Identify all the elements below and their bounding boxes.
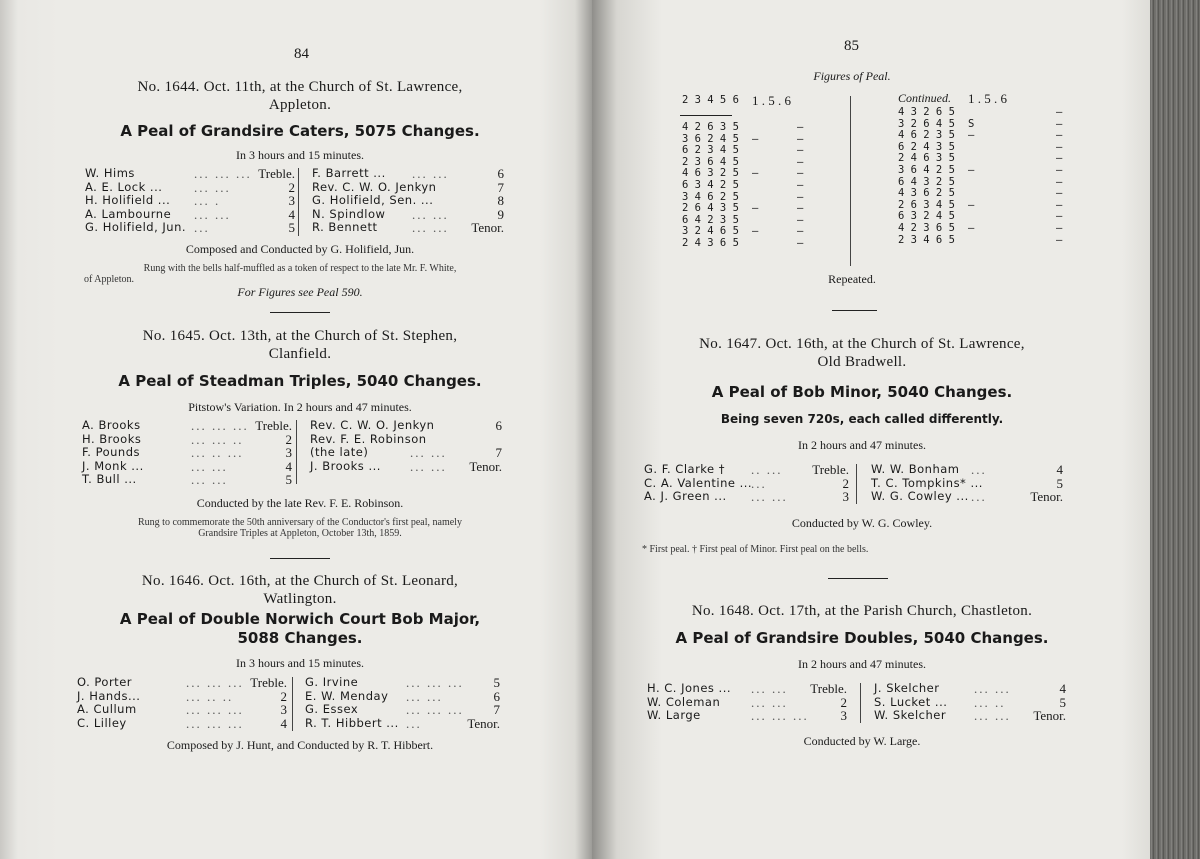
ringer-name: O. Porter [77,675,132,689]
ringer-name: F. Barrett ... [312,166,386,180]
ringers-right [874,682,1066,723]
title-line-2: 5088 Changes. [237,629,363,647]
bell-number: 7 [495,445,502,460]
ringer-name: G. Holifield, Jun. [85,220,187,234]
leader-dots: ... .. [974,694,1006,710]
change-row: 6 4 3 2 5 [898,175,955,188]
call-6: — [1056,233,1063,246]
leader-dots: ... ... [751,694,788,710]
column-divider [860,683,861,723]
leader-dots: ... [194,220,210,235]
leader-dots: ... ... ... [186,715,244,731]
heading-line: No. 1645. Oct. 13th, at the Church of St. Stephen, [142,328,458,344]
leader-dots: ... ... [406,688,443,704]
leader-dots: ... ... ... [191,418,249,433]
ringer-name: G. Holifield, Sen. ... [312,193,434,207]
change-row: 4 2 6 3 5 [682,121,739,133]
peal-heading [80,572,520,608]
figures-rule [680,115,732,116]
change-row: 6 2 4 3 5 [898,140,955,153]
change-row: 3 2 4 6 5 [682,225,739,238]
ringer-row [647,682,847,696]
heading-line: No. 1647. Oct. 16th, at the Church of St. Lawrence, [699,336,1025,352]
bell-number: 5 [1059,694,1066,710]
ringer-row [305,703,500,717]
ringers-right [871,463,1063,504]
call-6: — [1056,129,1063,142]
ringer-name: Rev. C. W. O. Jenkyn [310,418,435,432]
ringer-name: G. Irvine [305,675,359,689]
leader-dots: ... ... [412,166,449,181]
change-row: 3 6 2 4 5 [682,132,739,145]
ringer-name: Rev. F. E. Robinson [310,431,427,446]
peal-duration: In 3 hours and 15 minutes. [236,656,364,670]
call-1: — [968,163,975,176]
bell-number: 7 [497,179,504,195]
ringers-right [310,419,502,473]
ringer-row [310,419,502,433]
separator-rule [270,558,330,559]
bell-number: 5 [493,675,500,690]
ringer-row [82,446,292,460]
ringer-row [312,208,504,222]
ringer-name: Rev. C. W. O. Jenkyn [312,179,437,194]
peal-conductor: Composed and Conducted by G. Holifield, Jun. [185,242,415,256]
change-row: 2 4 6 3 5 [898,152,955,165]
ringer-row [85,167,295,181]
change-row: 2 3 4 6 5 [898,233,955,246]
ringer-row [305,676,500,690]
note-line-2: of Appleton. [84,274,134,285]
ringer-row [310,446,502,460]
call-1: — [968,129,975,142]
ringer-name: G. Essex [305,702,359,716]
call-5: — [797,167,804,180]
leader-dots: ... ... ... [751,708,809,723]
ringer-name: A. Brooks [82,418,141,432]
bell-number: 2 [288,179,295,195]
peal-heading: No. 1648. Oct. 17th, at the Parish Church, Chastleton. [691,603,1033,619]
ringer-row [82,433,292,447]
change-row: 4 3 2 6 5 [898,106,955,118]
ringer-row [874,682,1066,696]
ringers-right [312,167,504,235]
bell-number: 4 [280,715,287,731]
ringer-row [644,463,849,477]
call-1: — [968,221,975,234]
peal-subtitle: Being seven 720s, each called differently. [720,412,1004,426]
call-1: S [968,117,975,130]
peal-conductor: Conducted by the late Rev. F. E. Robinson. [196,496,404,510]
bell-number: 4 [285,458,292,474]
ringer-row [312,181,504,195]
call-5: — [797,202,804,215]
ringer-row [644,477,849,491]
leader-dots: ... [406,715,422,731]
ringer-row [77,676,287,690]
figures-header-calls: 1 . 5 . 6 [968,91,1007,106]
ringer-row [647,709,847,723]
leader-dots: ... . [194,193,221,208]
call-1: — [752,132,759,145]
bell-number: 6 [497,166,504,181]
heading-line-2: Appleton. [268,97,332,113]
change-row: 6 4 2 3 5 [682,213,739,226]
repeated-label: Repeated. [828,272,876,286]
ringer-name: (the late) [310,445,369,459]
ringer-row [871,477,1063,491]
leader-dots: ... ... [410,458,447,474]
ringer-row [82,460,292,474]
ringers-right [305,676,500,730]
figures-title: Figures of Peal. [813,69,891,83]
ringers-left [644,463,849,504]
column-divider [296,420,297,484]
leader-dots: ... ... ... [406,675,464,690]
peal-note [80,517,520,539]
ringer-name: F. Pounds [82,445,141,459]
ringer-name: A. Lambourne [85,206,172,221]
ringer-name: W. Large [647,708,701,722]
call-6: — [1056,106,1063,118]
bell-number: Tenor. [469,458,502,474]
call-1: — [752,225,759,238]
ringer-name: H. Holifield ... [85,193,171,207]
change-row: 4 2 3 6 5 [898,221,955,234]
bell-number: 2 [840,694,847,710]
call-5: — [797,144,804,157]
ringer-name: A. Cullum [77,702,137,716]
call-5: — [797,121,804,133]
ringer-row [312,167,504,181]
ringers-left [77,676,287,730]
ringer-name: N. Spindlow [312,206,386,221]
call-6: — [1056,140,1063,153]
peal-note [84,263,516,285]
ringer-name: H. C. Jones ... [647,681,732,695]
change-row: 2 3 6 4 5 [682,155,739,168]
figures-divider [850,96,851,266]
leader-dots: ... [971,462,987,477]
ringer-row [874,709,1066,723]
bell-number: 6 [495,418,502,433]
ringer-name: S. Lucket ... [874,694,948,709]
leader-dots: ... [971,489,987,504]
bell-number: Tenor. [1030,489,1063,504]
ringers-left [85,167,295,235]
bell-number: Treble. [255,418,292,433]
peal-title: A Peal of Grandsire Caters, 5075 Changes. [120,122,480,140]
call-1: — [752,167,759,180]
change-row: 6 3 2 4 5 [898,210,955,223]
peal-duration: In 3 hours and 15 minutes. [236,148,364,162]
peal-title: A Peal of Bob Minor, 5040 Changes. [711,383,1013,401]
ringer-row [871,490,1063,504]
figures-header-calls: 1 . 5 . 6 [752,93,791,108]
bell-number: 5 [1056,475,1063,491]
change-row: 6 3 4 2 5 [682,178,739,191]
change-row: 2 6 3 4 5 [898,198,955,211]
change-row: 4 3 6 2 5 [898,187,955,200]
change-row: 4 6 2 3 5 [898,129,955,142]
leader-dots: ... [751,475,767,491]
bell-number: 2 [285,431,292,447]
call-1: — [752,202,759,215]
column-divider [298,168,299,236]
leader-dots: ... ... [751,681,788,696]
peal-title: A Peal of Grandsire Doubles, 5040 Changes. [675,629,1049,647]
ringer-name: W. Coleman [647,694,721,709]
leader-dots: ... ... [194,206,231,222]
note-line: Rung to commemorate the 50th anniversary of the Conductor's first peal, namely [138,517,462,528]
column-divider [292,677,293,731]
ringer-name: W. Skelcher [874,708,947,722]
ringer-row [82,419,292,433]
ringer-row [85,181,295,195]
call-5: — [797,213,804,226]
ringer-name: J. Monk ... [82,458,144,473]
bell-number: 4 [1059,681,1066,696]
left-page [0,0,592,859]
call-6: — [1056,117,1063,130]
ringer-row [77,717,287,731]
ringer-name: H. Brooks [82,431,142,446]
bell-number: 3 [280,702,287,717]
heading-line-2: Clanfield. [268,346,332,362]
bell-number: 5 [285,472,292,487]
peal-title: A Peal of Steadman Triples, 5040 Changes. [118,372,482,390]
ringer-name: R. T. Hibbert ... [305,715,399,730]
peal-heading [80,327,520,363]
change-row: 2 6 4 3 5 [682,202,739,215]
ringer-row [647,696,847,710]
bell-number: 7 [493,702,500,717]
peal-duration: Pitstow's Variation. In 2 hours and 47 minutes. [188,400,412,414]
bell-number: 3 [285,445,292,460]
ringer-row [77,690,287,704]
ringer-name: G. F. Clarke † [644,462,726,476]
bell-number: 5 [288,220,295,235]
leader-dots: ... ... ... [186,675,244,690]
ringer-name: E. W. Menday [305,688,389,703]
heading-line: No. 1644. Oct. 11th, at the Church of St. Lawrence, [137,79,463,95]
ringer-row [85,208,295,222]
leader-dots: ... ... ... [406,702,464,717]
right-page [592,0,1172,859]
figures-reference: For Figures see Peal 590. [237,285,363,299]
book-edge [1150,0,1200,859]
bell-number: 3 [288,193,295,208]
column-divider [856,464,857,504]
leader-dots: ... ... [410,445,447,460]
bell-number: Tenor. [471,220,504,235]
separator-rule [832,310,877,311]
ringer-row [85,194,295,208]
change-row: 4 6 3 2 5 [682,167,739,180]
note-line-2: Grandsire Triples at Appleton, October 13th, 1859. [198,528,402,539]
ringer-row [77,703,287,717]
leader-dots: ... ... [412,206,449,222]
call-1: — [968,198,975,211]
leader-dots: ... ... [412,220,449,235]
call-5: — [797,225,804,238]
bell-number: Treble. [812,462,849,477]
heading-line-2: Watlington. [263,591,337,607]
peal-footnotes: * First peal. † First peal of Minor. First peal on the bells. [642,544,869,555]
leader-dots: ... ... [974,681,1011,696]
peal-conductor: Composed by J. Hunt, and Conducted by R. T. Hibbert. [166,738,434,752]
change-row: 3 4 6 2 5 [682,190,739,203]
leader-dots: .. ... [751,462,783,477]
figures-header-rows: 2 3 4 5 6 [682,94,739,106]
heading-line: No. 1646. Oct. 16th, at the Church of St. Leonard, [141,573,459,589]
call-5: — [797,236,804,249]
ringer-row [305,717,500,731]
ringer-name: C. A. Valentine ... [644,475,753,490]
call-6: — [1056,152,1063,165]
ringer-name: J. Brooks ... [310,458,381,473]
peal-duration: In 2 hours and 47 minutes. [798,657,926,671]
bell-number: 9 [497,206,504,222]
change-row: 3 6 4 2 5 [898,163,955,176]
title-line: A Peal of Double Norwich Court Bob Major, [119,610,481,628]
leader-dots: ... ... [191,472,228,487]
leader-dots: ... ... [191,458,228,474]
call-5: — [797,155,804,168]
ringer-name: J. Hands... [77,688,141,703]
ringer-name: C. Lilley [77,715,127,730]
peal-conductor: Conducted by W. Large. [803,734,921,748]
peal-conductor: Conducted by W. G. Cowley. [791,516,933,530]
ringer-row [305,690,500,704]
bell-number: Treble. [810,681,847,696]
ringer-name: W. Hims [85,166,135,180]
ringer-row [312,194,504,208]
call-6: — [1056,175,1063,188]
ringer-row [310,433,502,447]
ringer-row [312,221,504,235]
note-line: Rung with the bells half-muffled as a token of respect to the late Mr. F. White, [143,263,457,274]
ringer-row [310,460,502,474]
leader-dots: ... ... .. [191,431,244,447]
peal-title [80,610,520,648]
separator-rule [270,312,330,313]
ringer-name: T. Bull ... [82,472,137,486]
leader-dots: ... .. .. [186,688,234,704]
leader-dots: ... ... ... [194,166,252,181]
call-6: — [1056,198,1063,211]
figures-header-continued: Continued. [898,91,951,105]
ringer-name: W. G. Cowley ... [871,489,969,503]
ringer-row [82,473,292,487]
peal-heading [80,78,520,114]
ringer-row [85,221,295,235]
bell-number: 6 [493,688,500,704]
bell-number: 2 [280,688,287,704]
call-5: — [797,178,804,191]
change-row: 3 2 6 4 5 [898,117,955,130]
separator-rule [828,578,888,579]
ringer-name: A. J. Green ... [644,489,727,503]
call-5: — [797,190,804,203]
call-5: — [797,132,804,145]
bell-number: 4 [288,206,295,222]
ringer-name: T. C. Tompkins* ... [871,475,983,490]
call-6: — [1056,210,1063,223]
call-6: — [1056,221,1063,234]
bell-number: Treble. [258,166,295,181]
call-6: — [1056,187,1063,200]
leader-dots: ... ... [194,179,231,195]
ringers-left [82,419,292,487]
ringer-name: R. Bennett [312,220,378,234]
bell-number: Tenor. [1033,708,1066,723]
ringer-name: A. E. Lock ... [85,179,163,194]
bell-number: 8 [497,193,504,208]
bell-number: 3 [842,489,849,504]
ringer-row [871,463,1063,477]
call-6: — [1056,163,1063,176]
bell-number: 2 [842,475,849,491]
ringer-name: J. Skelcher [874,681,940,695]
heading-line-2: Old Bradwell. [817,354,907,370]
ringer-name: W. W. Bonham [871,462,960,476]
leader-dots: ... .. ... [191,445,244,460]
peal-duration: In 2 hours and 47 minutes. [798,438,926,452]
ringers-left [647,682,847,723]
bell-number: 3 [840,708,847,723]
ringer-row [874,696,1066,710]
ringer-row [644,490,849,504]
leader-dots: ... ... ... [186,702,244,717]
bell-number: 4 [1056,462,1063,477]
leader-dots: ... ... [751,489,788,504]
bell-number: Tenor. [467,715,500,731]
page-number: 85 [844,38,859,54]
change-row: 6 2 3 4 5 [682,144,739,157]
leader-dots: ... ... [974,708,1011,723]
change-row: 2 4 3 6 5 [682,236,739,249]
page-number: 84 [294,46,309,62]
peal-heading [642,335,1082,371]
bell-number: Treble. [250,675,287,690]
